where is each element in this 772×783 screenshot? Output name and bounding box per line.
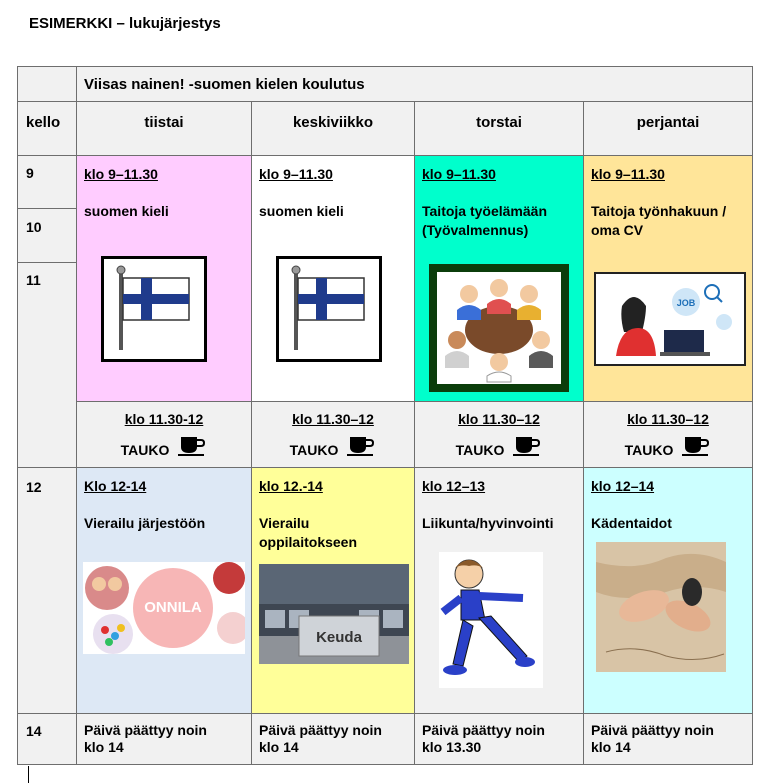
day-header-keskiviikko: keskiviikko [251, 101, 415, 156]
break-time: klo 11.30–12 [627, 411, 709, 427]
session-subject: Taitoja työnhakuun / oma CV [591, 203, 727, 238]
kicking-boy-image [439, 552, 543, 688]
afternoon-perjantai [583, 467, 753, 714]
break-time: klo 11.30–12 [458, 411, 540, 427]
text-cursor [28, 766, 29, 783]
break-time: klo 11.30-12 [124, 411, 204, 427]
time-cell-10: 10 [17, 208, 77, 263]
coffee-cup-icon [681, 433, 711, 457]
morning-tiistai [76, 155, 252, 402]
break-label: TAUKO [455, 442, 505, 458]
course-title-cell [76, 66, 753, 102]
break-time: klo 11.30–12 [292, 411, 374, 427]
course-title: Viisas nainen! -suomen kielen koulutus [84, 76, 365, 93]
job-search-image [594, 272, 746, 366]
session-time: klo 12–13 [422, 478, 486, 494]
session-time: klo 9–11.30 [259, 166, 333, 182]
break-label: TAUKO [120, 442, 170, 458]
afternoon-torstai [414, 467, 584, 714]
break-label: TAUKO [624, 442, 674, 458]
session-time: klo 12–14 [591, 478, 655, 494]
end-torstai [414, 713, 584, 765]
keuda-photo [259, 564, 409, 664]
day-end-text: Päivä päättyy noin klo 14 [84, 722, 207, 755]
day-end-text: Päivä päättyy noin klo 14 [591, 722, 714, 755]
day-header-perjantai: perjantai [583, 101, 753, 156]
session-time: klo 9–11.30 [84, 166, 158, 182]
time-cell-14: 14 [17, 713, 77, 765]
end-perjantai [583, 713, 753, 765]
corner-cell [17, 66, 77, 102]
session-subject: Taitoja työelämään (Työvalmennus) [422, 203, 548, 238]
keuda-label: Keuda [316, 629, 362, 646]
coffee-cup-icon [177, 433, 207, 457]
finnish-flag-image [101, 256, 207, 362]
session-subject: Kädentaidot [591, 515, 672, 531]
end-tiistai [76, 713, 252, 765]
morning-keskiviikko [251, 155, 415, 402]
morning-perjantai [583, 155, 753, 402]
session-subject: suomen kieli [84, 203, 169, 219]
afternoon-tiistai [76, 467, 252, 714]
break-label: TAUKO [289, 442, 339, 458]
morning-torstai [414, 155, 584, 402]
coffee-cup-icon [512, 433, 542, 457]
coffee-cup-icon [346, 433, 376, 457]
crafts-hands-photo [596, 542, 726, 672]
afternoon-keskiviikko [251, 467, 415, 714]
day-end-text: Päivä päättyy noin klo 13.30 [422, 722, 545, 755]
kello-header: kello [17, 101, 77, 156]
onnila-label: ONNILA [144, 599, 202, 616]
day-header-torstai: torstai [414, 101, 584, 156]
session-subject: Liikunta/hyvinvointi [422, 515, 554, 531]
finnish-flag-image [276, 256, 382, 362]
session-time: klo 9–11.30 [591, 166, 665, 182]
session-subject: Vierailu järjestöön [84, 515, 206, 531]
time-cell-12: 12 [17, 467, 77, 714]
break-keskiviikko [251, 401, 415, 468]
session-time: klo 12.-14 [259, 478, 323, 494]
day-end-text: Päivä päättyy noin klo 14 [259, 722, 382, 755]
onnila-photo [83, 562, 245, 654]
break-perjantai [583, 401, 753, 468]
document-title: ESIMERKKI – lukujärjestys [29, 15, 221, 32]
break-tiistai [76, 401, 252, 468]
session-subject: suomen kieli [259, 203, 344, 219]
session-time: Klo 12-14 [84, 478, 147, 494]
day-header-tiistai: tiistai [76, 101, 252, 156]
meeting-group-image [429, 264, 569, 392]
time-cell-11: 11 [17, 262, 77, 468]
session-subject: Vierailu oppilaitokseen [259, 515, 358, 550]
time-cell-9: 9 [17, 155, 77, 209]
schedule-table [17, 66, 753, 765]
job-label: JOB [676, 298, 696, 308]
end-keskiviikko [251, 713, 415, 765]
session-time: klo 9–11.30 [422, 166, 496, 182]
break-torstai [414, 401, 584, 468]
